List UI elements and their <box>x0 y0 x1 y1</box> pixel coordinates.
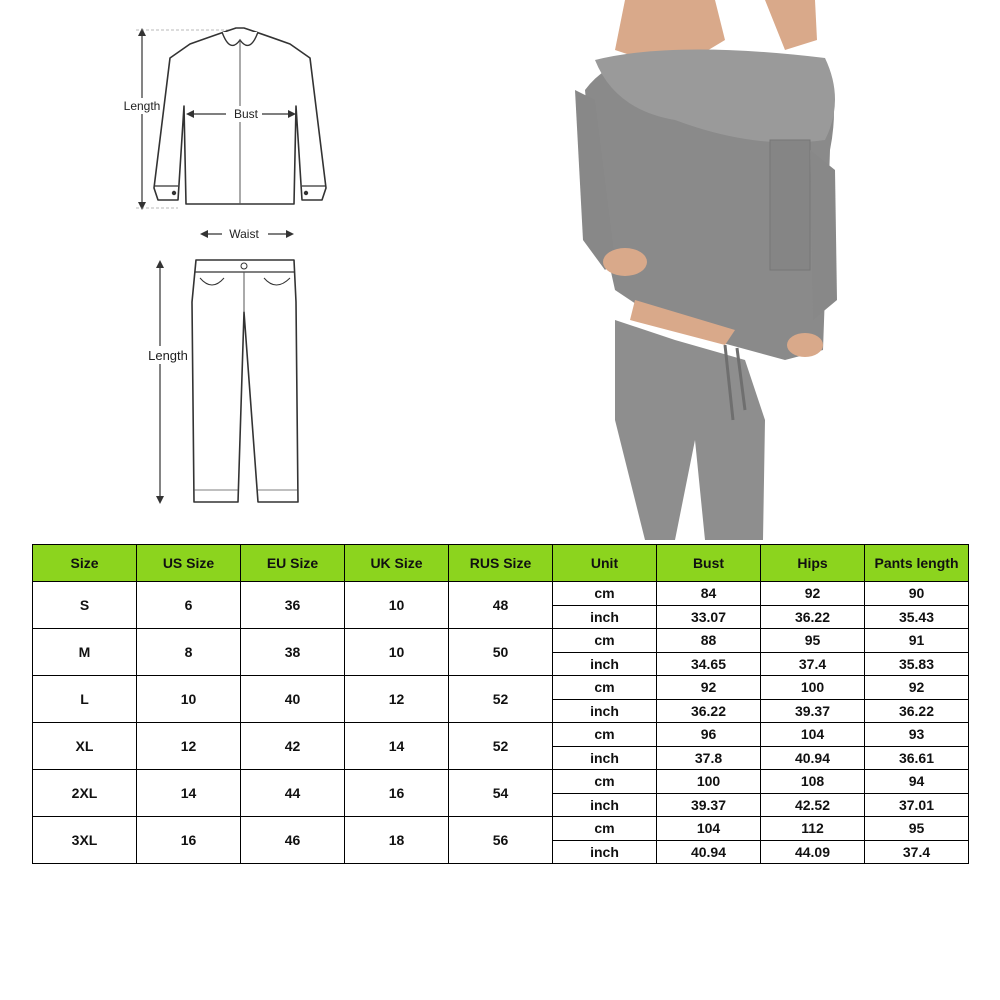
unit-cell: inch <box>553 793 657 817</box>
col-header-bust: Bust <box>657 545 761 582</box>
hips-cell: 108 <box>761 770 865 794</box>
unit-cell: inch <box>553 699 657 723</box>
eu-size-cell: 36 <box>241 582 345 629</box>
col-header-unit: Unit <box>553 545 657 582</box>
us-size-cell: 16 <box>137 817 241 864</box>
hips-cell: 36.22 <box>761 605 865 629</box>
pants-diagram <box>140 222 320 512</box>
hips-cell: 44.09 <box>761 840 865 864</box>
eu-size-cell: 44 <box>241 770 345 817</box>
unit-cell: inch <box>553 605 657 629</box>
col-header-rus-size: RUS Size <box>449 545 553 582</box>
pants-length-label: Length <box>148 348 188 363</box>
bust-cell: 39.37 <box>657 793 761 817</box>
rus-size-cell: 48 <box>449 582 553 629</box>
hips-cell: 95 <box>761 629 865 653</box>
table-row <box>33 582 969 606</box>
hips-cell: 37.4 <box>761 652 865 676</box>
rus-size-cell: 52 <box>449 723 553 770</box>
unit-cell: cm <box>553 676 657 700</box>
us-size-cell: 12 <box>137 723 241 770</box>
col-header-pants-length: Pants length <box>865 545 969 582</box>
uk-size-cell: 18 <box>345 817 449 864</box>
unit-cell: cm <box>553 582 657 606</box>
hips-cell: 40.94 <box>761 746 865 770</box>
size-cell: S <box>33 582 137 629</box>
hips-cell: 104 <box>761 723 865 747</box>
col-header-uk-size: UK Size <box>345 545 449 582</box>
col-header-hips: Hips <box>761 545 865 582</box>
col-header-us-size: US Size <box>137 545 241 582</box>
eu-size-cell: 38 <box>241 629 345 676</box>
unit-cell: inch <box>553 746 657 770</box>
pants-length-cell: 91 <box>865 629 969 653</box>
uk-size-cell: 10 <box>345 582 449 629</box>
hips-cell: 42.52 <box>761 793 865 817</box>
bust-cell: 84 <box>657 582 761 606</box>
size-chart-table <box>32 544 969 864</box>
rus-size-cell: 54 <box>449 770 553 817</box>
us-size-cell: 8 <box>137 629 241 676</box>
bust-cell: 104 <box>657 817 761 841</box>
table-header-row <box>33 545 969 582</box>
bust-cell: 34.65 <box>657 652 761 676</box>
bust-cell: 92 <box>657 676 761 700</box>
pants-length-cell: 92 <box>865 676 969 700</box>
table-row <box>33 723 969 747</box>
bust-cell: 40.94 <box>657 840 761 864</box>
hips-cell: 39.37 <box>761 699 865 723</box>
model-photo <box>555 0 875 540</box>
us-size-cell: 10 <box>137 676 241 723</box>
col-header-eu-size: EU Size <box>241 545 345 582</box>
eu-size-cell: 42 <box>241 723 345 770</box>
hips-cell: 92 <box>761 582 865 606</box>
uk-size-cell: 14 <box>345 723 449 770</box>
size-cell: M <box>33 629 137 676</box>
size-cell: L <box>33 676 137 723</box>
uk-size-cell: 12 <box>345 676 449 723</box>
table-row <box>33 770 969 794</box>
pants-length-cell: 90 <box>865 582 969 606</box>
size-cell: XL <box>33 723 137 770</box>
shirt-length-label: Length <box>123 99 161 113</box>
rus-size-cell: 50 <box>449 629 553 676</box>
pants-waist-label: Waist <box>229 227 259 241</box>
size-cell: 3XL <box>33 817 137 864</box>
pants-length-cell: 36.22 <box>865 699 969 723</box>
table-row <box>33 817 969 841</box>
unit-cell: cm <box>553 629 657 653</box>
pants-length-cell: 95 <box>865 817 969 841</box>
bust-cell: 96 <box>657 723 761 747</box>
eu-size-cell: 46 <box>241 817 345 864</box>
col-header-size: Size <box>33 545 137 582</box>
size-cell: 2XL <box>33 770 137 817</box>
unit-cell: cm <box>553 723 657 747</box>
bust-cell: 88 <box>657 629 761 653</box>
bust-cell: 37.8 <box>657 746 761 770</box>
hips-cell: 112 <box>761 817 865 841</box>
pants-length-cell: 37.01 <box>865 793 969 817</box>
uk-size-cell: 16 <box>345 770 449 817</box>
us-size-cell: 6 <box>137 582 241 629</box>
pants-length-cell: 93 <box>865 723 969 747</box>
shirt-bust-label: Bust <box>233 107 259 121</box>
pants-length-cell: 37.4 <box>865 840 969 864</box>
bust-cell: 100 <box>657 770 761 794</box>
hips-cell: 100 <box>761 676 865 700</box>
eu-size-cell: 40 <box>241 676 345 723</box>
rus-size-cell: 56 <box>449 817 553 864</box>
table-row <box>33 629 969 653</box>
us-size-cell: 14 <box>137 770 241 817</box>
bust-cell: 33.07 <box>657 605 761 629</box>
bust-cell: 36.22 <box>657 699 761 723</box>
pants-length-cell: 35.43 <box>865 605 969 629</box>
rus-size-cell: 52 <box>449 676 553 723</box>
uk-size-cell: 10 <box>345 629 449 676</box>
unit-cell: inch <box>553 652 657 676</box>
unit-cell: cm <box>553 770 657 794</box>
unit-cell: inch <box>553 840 657 864</box>
pants-length-cell: 36.61 <box>865 746 969 770</box>
table-row <box>33 676 969 700</box>
pants-length-cell: 94 <box>865 770 969 794</box>
pants-length-cell: 35.83 <box>865 652 969 676</box>
unit-cell: cm <box>553 817 657 841</box>
shirt-diagram <box>118 18 348 218</box>
